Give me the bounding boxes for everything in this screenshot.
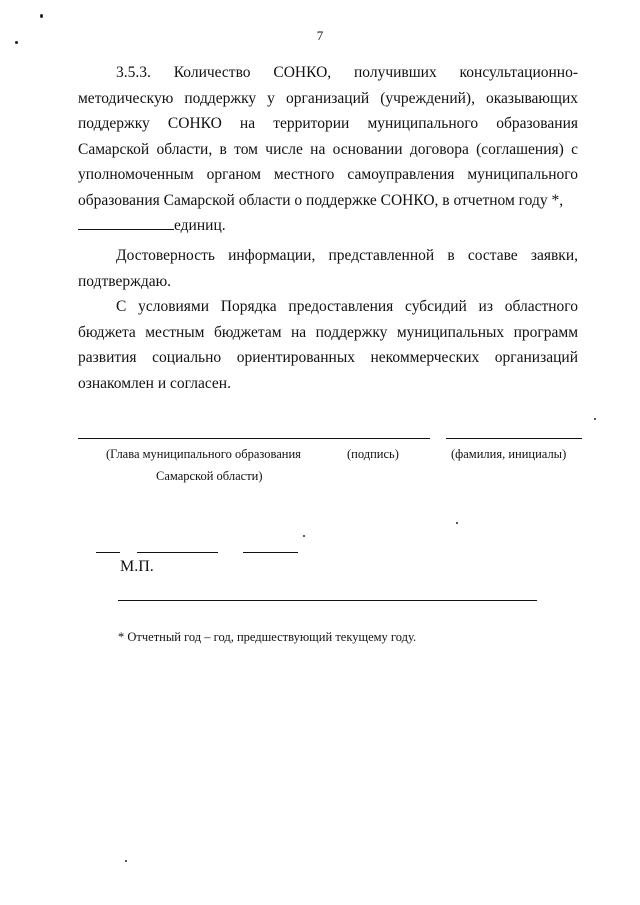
fill-in-blank: [78, 215, 174, 230]
sign-caption: (подпись): [347, 447, 399, 461]
stamp-label: М.П.: [120, 558, 154, 575]
name-signature-line: [446, 438, 582, 439]
scan-speck: [40, 14, 43, 18]
name-caption: (фамилия, инициалы): [451, 447, 567, 461]
scan-speck: [456, 522, 458, 524]
head-caption-line2: Самарской области): [156, 469, 263, 483]
confirmation-paragraph: Достоверность информации, представленной в составе заявки, подтверждаю.: [78, 247, 578, 290]
item-3-5-3-text: 3.5.3. Количество СОНКО, получивших консультационно-методическую поддержку у организаций (учреждений), оказывающих поддержку СОНКО на территории муниципального образования Самарской области, в том числе на основании договора (соглашения) с уполномоченным органом местного самоуправления муниципального образования Самарской области о поддержке СОНКО, в отчетном году *,: [78, 64, 578, 209]
head-caption-line1: (Глава муниципального образования: [106, 447, 301, 461]
head-signature-line: [78, 438, 430, 439]
scan-speck: [594, 418, 596, 420]
conditions-paragraph: С условиями Порядка предоставления субсидий из областного бюджета местным бюджетам на поддержку муниципальных программ развития социально ориентированных некоммерческих организаций ознакомлен и согласен.: [78, 298, 578, 392]
page-number: 7: [316, 28, 324, 43]
scan-speck: [303, 535, 305, 537]
unit-label: единиц.: [174, 217, 226, 234]
date-month-line: [137, 552, 218, 553]
date-day-line: [96, 552, 120, 553]
item-3-5-3-paragraph: [78, 60, 578, 239]
date-year-line: [243, 552, 298, 553]
footnote-separator: [118, 600, 537, 601]
scan-speck: [15, 41, 18, 44]
footnote: * Отчетный год – год, предшествующий текущему году.: [118, 630, 417, 644]
scan-speck: [125, 860, 127, 862]
